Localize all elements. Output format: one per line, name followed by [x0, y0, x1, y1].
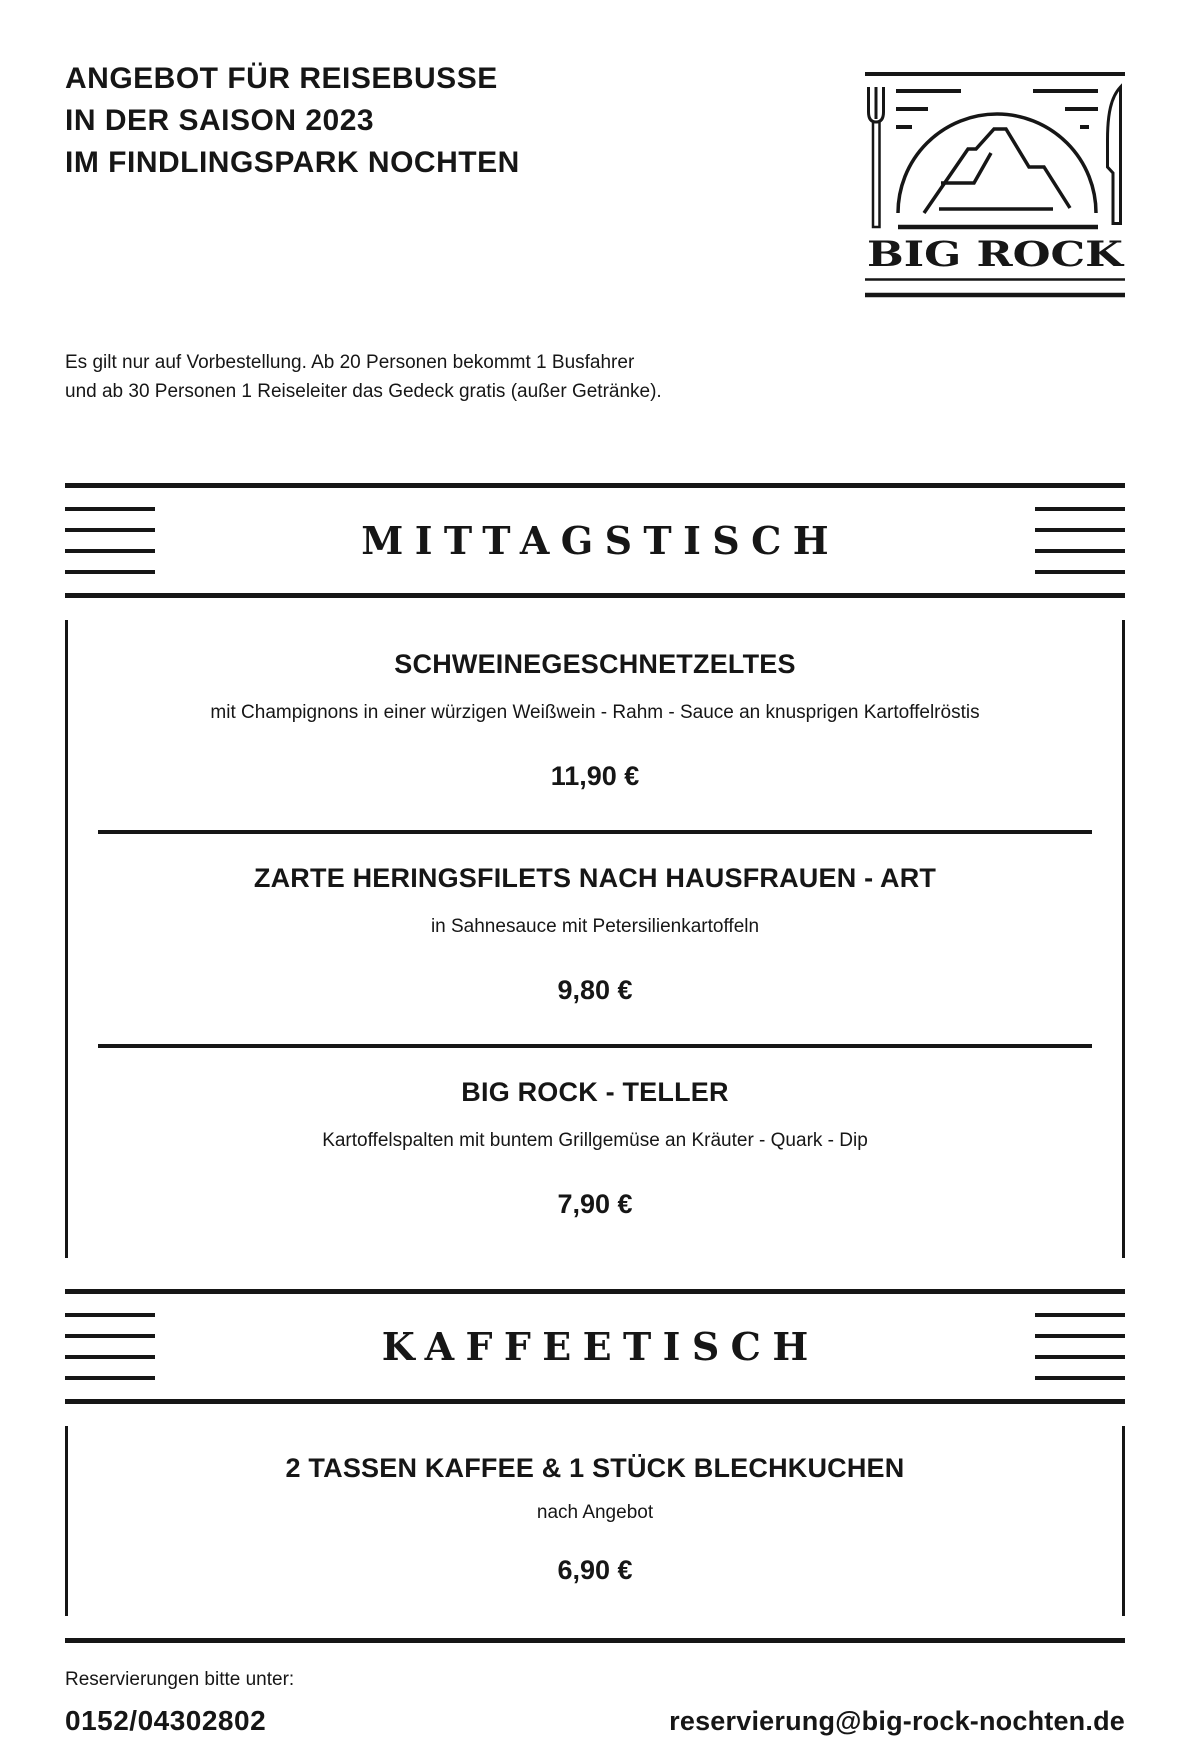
reservation-phone: 0152/04302802	[65, 1704, 267, 1736]
dish-description: in Sahnesauce mit Petersilienkartoffeln	[430, 916, 760, 938]
fork-icon	[869, 87, 884, 227]
big-rock-logo	[865, 72, 1125, 304]
logo-accent-lines-right	[1033, 91, 1098, 127]
dish-title: BIG ROCK - TELLER	[461, 1076, 729, 1107]
dish-price: 7,90 €	[557, 1188, 633, 1219]
dish-price: 9,80 €	[557, 974, 633, 1005]
logo-accent-lines-left	[896, 91, 961, 127]
section-band-mittagstisch	[65, 483, 1125, 598]
menu-item-schweinegeschnetzeltes	[68, 620, 1122, 830]
footer-contact-row	[65, 1705, 1125, 1737]
footer-rule	[65, 1638, 1125, 1643]
menu-item-big-rock-teller	[68, 1048, 1122, 1258]
logo-wordmark: BIG ROCK	[867, 234, 1125, 275]
page-title-line-3: IM FINDLINGSPARK NOCHTEN	[65, 146, 520, 179]
knife-icon	[1108, 87, 1121, 224]
kaffeetisch-menu-box	[65, 1426, 1125, 1616]
intro-text	[65, 348, 1125, 407]
dish-description: Kartoffelspalten mit buntem Grillgemüse an Kräuter - Quark - Dip	[322, 1130, 868, 1152]
big-rock-logo-icon	[865, 72, 1125, 304]
section-heading-kaffeetisch: KAFFEETISCH	[381, 1323, 820, 1369]
mountain-dome-icon	[898, 114, 1098, 227]
dish-price: 11,90 €	[550, 760, 640, 791]
mittagstisch-menu-box	[65, 620, 1125, 1258]
band-lines-left	[65, 507, 155, 574]
dish-title: ZARTE HERINGSFILETS NACH HAUSFRAUEN - ART	[253, 862, 937, 893]
band-lines-left	[65, 1313, 155, 1380]
dish-title: SCHWEINEGESCHNETZELTES	[394, 648, 796, 679]
menu-item-heringsfilets	[68, 834, 1122, 1044]
band-lines-right	[1035, 1313, 1125, 1380]
section-heading-mittagstisch: MITTAGSTISCH	[361, 517, 841, 563]
page-title-line-1: ANGEBOT FÜR REISEBUSSE	[65, 62, 498, 95]
intro-line-1: Es gilt nur auf Vorbestellung. Ab 20 Personen bekommt 1 Busfahrer	[65, 352, 635, 373]
section-band-kaffeetisch	[65, 1289, 1125, 1404]
dish-description: nach Angebot	[536, 1502, 654, 1524]
intro-line-2: und ab 30 Personen 1 Reiseleiter das Gedeck gratis (außer Getränke).	[65, 381, 662, 403]
dish-price: 6,90 €	[557, 1554, 633, 1585]
dish-title: 2 TASSEN KAFFEE & 1 STÜCK BLECHKUCHEN	[285, 1452, 905, 1483]
page-title-line-2: IN DER SAISON 2023	[65, 104, 375, 137]
reservation-email: reservierung@big-rock-nochten.de	[669, 1705, 1125, 1736]
page-title	[65, 58, 520, 184]
menu-item-kaffee-blechkuchen	[68, 1426, 1122, 1616]
band-lines-right	[1035, 507, 1125, 574]
header	[65, 0, 1125, 304]
dish-description: mit Champignons in einer würzigen Weißwein - Rahm - Sauce an knusprigen Kartoffelröstis	[210, 702, 980, 724]
reservation-label: Reservierungen bitte unter:	[65, 1668, 295, 1690]
